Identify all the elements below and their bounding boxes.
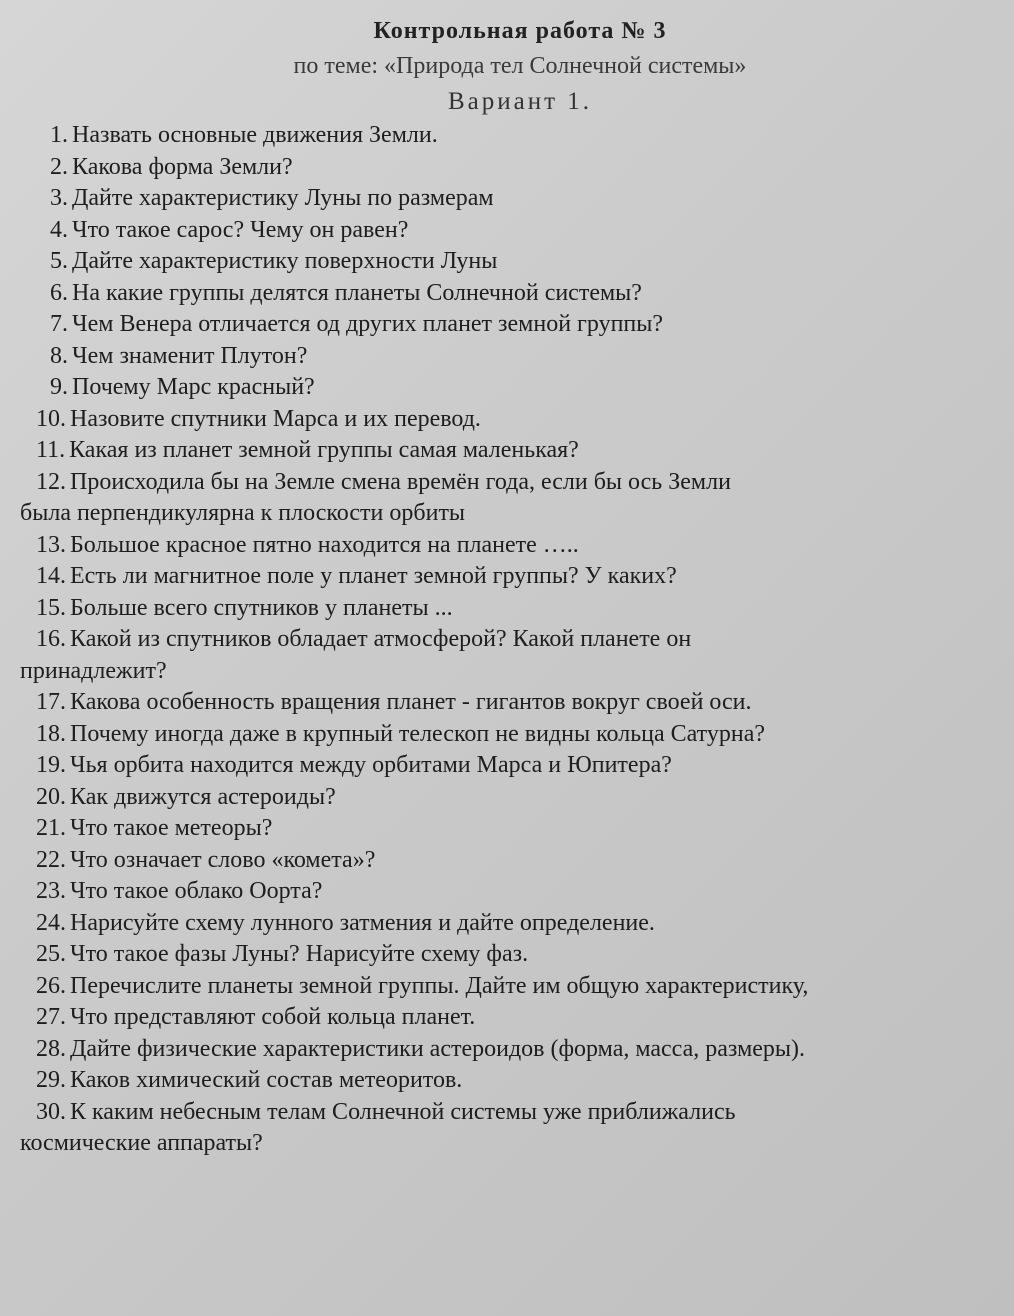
question-number: 28. <box>36 1035 66 1062</box>
question-number: 5. <box>50 248 68 274</box>
question-number: 10. <box>36 405 66 432</box>
question-item <box>20 278 990 310</box>
question-item <box>20 120 990 152</box>
question-number: 24. <box>36 909 66 936</box>
question-item <box>20 530 990 562</box>
question-text: Какой из спутников обладает атмосферой? Какой планете он <box>70 626 692 652</box>
question-item <box>20 435 990 467</box>
question-text: Что такое фазы Луны? Нарисуйте схему фаз. <box>70 941 529 967</box>
question-text: Чья орбита находится между орбитами Марса и Юпитера? <box>70 752 672 778</box>
question-number: 13. <box>36 531 66 558</box>
question-text: Дайте физические характеристики астероидов (форма, масса, размеры). <box>70 1035 806 1062</box>
question-text: Какова особенность вращения планет - гигантов вокруг своей оси. <box>70 689 752 715</box>
question-number: 29. <box>36 1067 66 1093</box>
question-item <box>20 687 990 719</box>
question-text: Дайте характеристику поверхности Луны <box>72 248 498 274</box>
question-number: 26. <box>36 972 66 999</box>
question-item <box>20 908 990 940</box>
question-number: 23. <box>36 878 66 904</box>
question-text: Назвать основные движения Земли. <box>72 122 438 148</box>
question-text: Как движутся астероиды? <box>70 783 336 810</box>
question-item <box>20 341 990 373</box>
question-number: 7. <box>50 311 68 337</box>
question-item <box>20 1002 990 1034</box>
question-number: 14. <box>36 563 66 589</box>
question-text: Перечислите планеты земной группы. Дайте им общую характеристику, <box>70 972 809 999</box>
question-item <box>20 845 990 877</box>
question-number: 21. <box>36 815 66 841</box>
worksheet-subtitle: по теме: «Природа тел Солнечной системы» <box>293 53 747 79</box>
question-number: 18. <box>36 720 66 747</box>
question-item <box>20 876 990 908</box>
variant-label: Вариант 1. <box>447 88 593 115</box>
question-text: Что означает слово «комета»? <box>70 846 376 873</box>
question-number: 19. <box>36 752 66 778</box>
question-number: 16. <box>36 626 66 652</box>
question-item <box>20 782 990 814</box>
question-text: Больше всего спутников у планеты ... <box>70 594 453 621</box>
question-text: Нарисуйте схему лунного затмения и дайте определение. <box>70 909 655 936</box>
question-text: Дайте характеристику Луны по размерам <box>72 185 494 211</box>
question-number: 30. <box>36 1098 66 1125</box>
question-item <box>20 372 990 404</box>
worksheet-title: Контрольная работа № 3 <box>373 18 667 44</box>
question-item <box>20 404 990 436</box>
question-number: 3. <box>50 185 68 211</box>
question-item <box>20 750 990 782</box>
question-item <box>20 1065 990 1097</box>
question-item <box>20 593 990 625</box>
question-text: Что такое метеоры? <box>70 815 273 841</box>
question-text: Какова форма Земли? <box>72 153 293 180</box>
question-text: Чем знаменит Плутон? <box>72 342 308 369</box>
question-text-continued: была перпендикулярна к плоскости орбиты <box>20 500 466 526</box>
question-text: Происходила бы на Земле смена времён года, если бы ось Земли <box>70 468 731 495</box>
question-number: 6. <box>50 279 68 306</box>
question-number: 2. <box>50 153 68 180</box>
worksheet-header <box>50 14 990 120</box>
question-text: Почему иногда даже в крупный телескоп не видны кольца Сатурна? <box>70 720 765 747</box>
question-number: 20. <box>36 783 66 810</box>
question-text: На какие группы делятся планеты Солнечной системы? <box>72 279 642 306</box>
question-text: К каким небесным телам Солнечной системы уже приближались <box>70 1098 736 1125</box>
question-number: 22. <box>36 846 66 873</box>
question-text: Чем Венера отличается од других планет земной группы? <box>72 311 664 337</box>
question-text: Назовите спутники Марса и их перевод. <box>70 405 481 432</box>
question-text: Что такое облако Оорта? <box>70 878 323 904</box>
question-item <box>20 1097 990 1160</box>
question-number: 1. <box>50 122 68 148</box>
question-item <box>20 309 990 341</box>
question-text: Что представляют собой кольца планет. <box>70 1004 476 1030</box>
question-text: Почему Марс красный? <box>72 374 315 400</box>
question-text: Большое красное пятно находится на планете ….. <box>70 531 579 558</box>
question-item <box>20 719 990 751</box>
question-item <box>20 1034 990 1066</box>
question-number: 9. <box>50 374 68 400</box>
question-text: Есть ли магнитное поле у планет земной группы? У каких? <box>70 563 677 589</box>
question-text: Что такое сарос? Чему он равен? <box>72 216 409 243</box>
question-number: 4. <box>50 216 68 243</box>
question-text-continued: космические аппараты? <box>20 1130 263 1156</box>
question-number: 17. <box>36 689 66 715</box>
question-number: 11. <box>36 437 66 463</box>
question-item <box>20 152 990 184</box>
question-number: 8. <box>50 342 68 369</box>
question-text: Каков химический состав метеоритов. <box>70 1067 463 1093</box>
question-list <box>20 120 990 1160</box>
question-item <box>20 939 990 971</box>
question-item <box>20 183 990 215</box>
question-item <box>20 561 990 593</box>
question-number: 12. <box>36 468 66 495</box>
question-item <box>20 813 990 845</box>
question-number: 25. <box>36 941 66 967</box>
question-number: 27. <box>36 1004 66 1030</box>
question-item <box>20 215 990 247</box>
question-item <box>20 971 990 1003</box>
question-item <box>20 246 990 278</box>
question-text: Какая из планет земной группы самая маленькая? <box>69 437 579 463</box>
question-item <box>20 467 990 530</box>
question-item <box>20 624 990 687</box>
question-number: 15. <box>36 594 66 621</box>
question-text-continued: принадлежит? <box>20 657 167 684</box>
